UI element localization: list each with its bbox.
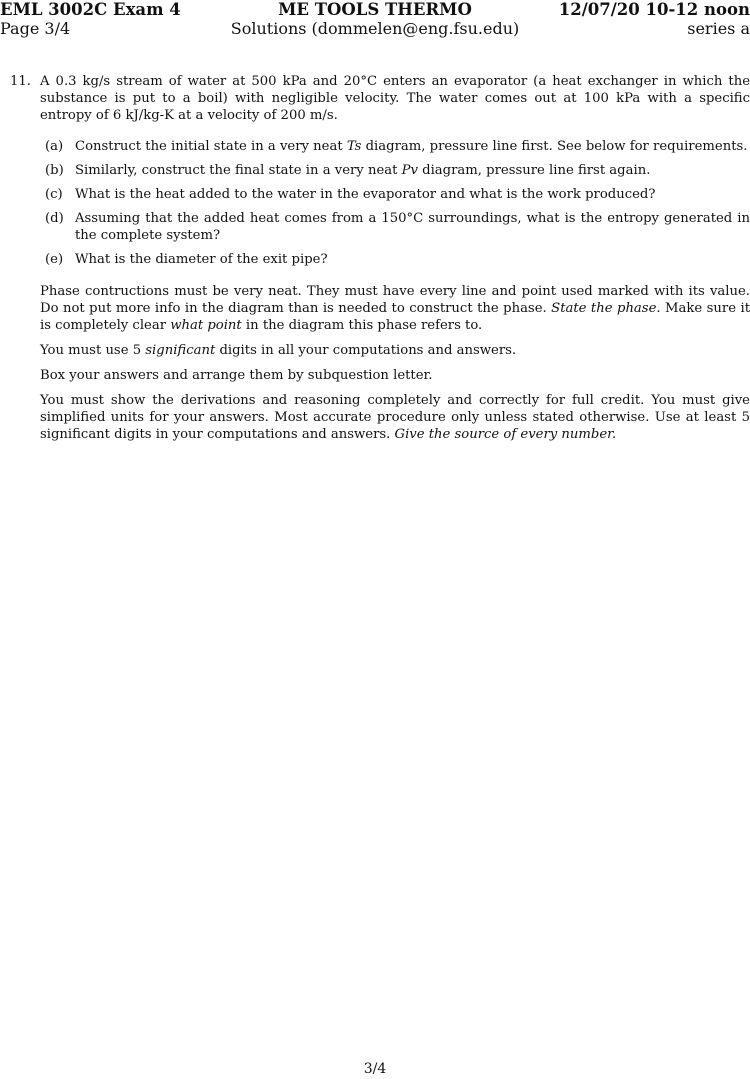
emphasis-text: what point (170, 318, 242, 333)
subquestion-e (45, 251, 750, 268)
header-row-top (0, 0, 750, 20)
phase-instructions (40, 283, 750, 334)
subquestion-list (10, 138, 750, 268)
problem-text: A 0.3 kg/s stream of water at 500 kPa and 20°C enters an evaporator (a heat exchanger in which the substance is put to a boil) with negligible velocity. The water comes out at 100 kPa with a specific entropy of 6 kJ/kg-K at a velocity of 200 m/s. (40, 74, 750, 123)
instruction-text: Make sure it is completely clear (40, 301, 750, 333)
page-indicator: Page 3/4 (0, 19, 71, 38)
subquestion-letter: (d) (45, 211, 64, 226)
subquestion-letter: (a) (45, 139, 64, 154)
subquestion-letter: (b) (45, 163, 64, 178)
problem-number: 11. (10, 74, 31, 89)
course-code: EML 3002C Exam 4 (0, 0, 181, 19)
subquestion-a (45, 138, 750, 155)
box-instruction: Box your answers and arrange them by subquestion letter. (40, 368, 433, 383)
instruction-text: in the diagram this phase refers to. (241, 318, 483, 333)
header-row-bottom (0, 19, 750, 39)
diagram-symbol: Pv (401, 163, 418, 178)
subquestion-letter: (c) (45, 187, 63, 202)
subquestion-text: What is the diameter of the exit pipe? (75, 252, 328, 267)
subquestion-text: diagram, pressure line first again. (417, 163, 651, 178)
subquestion-d (45, 210, 750, 244)
subquestion-text: Similarly, construct the final state in a very neat (75, 163, 402, 178)
emphasis-text: State the phase. (551, 301, 661, 316)
subquestion-text: Construct the initial state in a very neat (75, 139, 347, 154)
subquestion-text: Assuming that the added heat comes from a 150°C surroundings, what is the entropy generated in the complete system? (75, 211, 750, 243)
emphasis-text: significant (145, 343, 216, 358)
series-label: series a (687, 19, 750, 38)
page-header (0, 0, 750, 44)
instruction-text: digits in all your computations and answers. (215, 343, 517, 358)
subquestion-text: What is the heat added to the water in the evaporator and what is the work produced? (75, 187, 656, 202)
exam-datetime: 12/07/20 10-12 noon (558, 0, 750, 19)
subquestion-c (45, 186, 750, 203)
emphasis-text: Give the source of every number. (394, 427, 617, 442)
instruction-text: Phase contructions must be very neat. They must have every line and point used marked with its value. Do not put more info in the diagram than is needed to construct the phase. (40, 284, 750, 316)
digits-instruction (40, 342, 750, 359)
page-footer-number: 3/4 (363, 1061, 387, 1077)
subquestion-text: diagram, pressure line first. See below for requirements. (361, 139, 748, 154)
solutions-contact: Solutions (dommelen@eng.fsu.edu) (230, 19, 520, 38)
subquestion-b (45, 162, 750, 179)
problem-statement (10, 73, 750, 124)
instruction-text: You must show the derivations and reasoning completely and correctly for full credit. You must give simplified units for your answers. Most accurate procedure only unless stated otherwise. Use at least 5 significant digits in your computations and answers. (40, 393, 750, 442)
instruction-text: You must use 5 (40, 343, 146, 358)
diagram-symbol: Ts (346, 139, 362, 154)
exam-title: ME TOOLS THERMO (278, 0, 472, 19)
credit-instruction (40, 392, 750, 443)
document-body (10, 73, 750, 451)
subquestion-letter: (e) (45, 252, 64, 267)
